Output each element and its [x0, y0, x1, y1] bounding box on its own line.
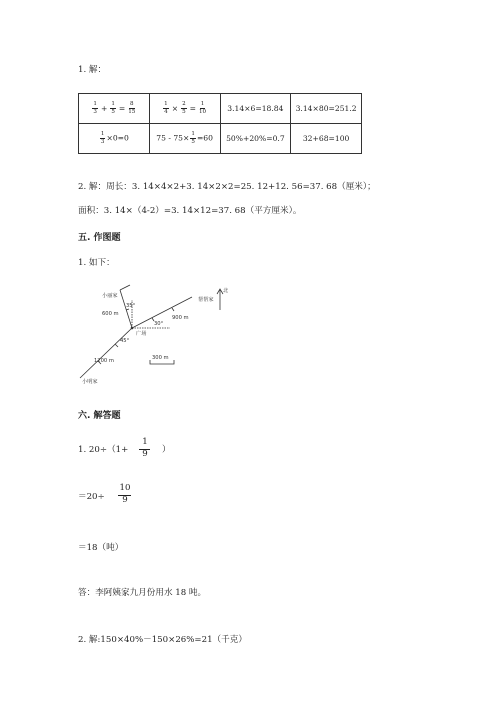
route-line-xiaoming: [80, 328, 132, 378]
table-row: [79, 94, 362, 124]
operator: +: [100, 103, 108, 113]
denominator: 4: [164, 108, 168, 115]
label-distance-900: 900 m: [172, 315, 189, 321]
label-angle-35: 35°: [126, 303, 136, 309]
fraction-bar: [118, 495, 131, 496]
answer-table: [78, 93, 362, 154]
denominator: 3: [100, 138, 105, 145]
question-2-line-2: 面积：3. 14×（4-2）=3. 14×12=37. 68（平方厘米）。: [78, 206, 302, 216]
numerator: 8: [129, 102, 135, 109]
label-angle-45: 45°: [120, 338, 130, 344]
tick-mark: [172, 308, 174, 311]
label-north: 北: [223, 288, 229, 294]
numerator: 10: [119, 483, 131, 493]
label-bangbang-home: 帮帮家: [198, 297, 214, 303]
label-plaza: 广场: [136, 331, 147, 337]
fraction: [100, 132, 106, 145]
equals: =: [118, 103, 126, 113]
table-cell: 3.14×6=18.84: [220, 94, 291, 124]
denominator: 9: [142, 449, 148, 459]
fraction: [110, 102, 116, 115]
denominator: 5: [182, 108, 186, 115]
plaza-point: [131, 327, 134, 330]
label-angle-30: 30°: [154, 321, 164, 327]
numerator: 1: [142, 437, 148, 447]
table-cell: [149, 94, 220, 124]
table-cell: 50%+20%=0.7: [220, 124, 291, 154]
fraction-bar: [139, 449, 150, 450]
fraction: [128, 102, 135, 115]
table-cell: 32+68=100: [291, 124, 362, 154]
label-distance-1200: 1200 m: [94, 358, 114, 364]
denominator: 5: [191, 138, 195, 145]
expression-start: 75 - 75×: [156, 133, 190, 143]
question-1-heading: 1. 解：: [78, 65, 107, 75]
fraction-ten-ninths: [117, 483, 133, 507]
fraction: [190, 132, 196, 145]
table-cell: [149, 124, 220, 154]
fraction: [163, 102, 169, 115]
numerator: 1: [190, 132, 196, 139]
label-distance-600: 600 m: [102, 311, 119, 317]
label-xiaoli-home: 小丽家: [102, 293, 118, 299]
denominator: 9: [122, 495, 128, 505]
solution-answer: 答：李阿姨家九月份用水 18 吨。: [78, 588, 207, 598]
numerator: 1: [163, 102, 169, 109]
denominator: 3: [93, 108, 97, 115]
numerator: 2: [181, 102, 187, 109]
table-row: [79, 124, 362, 154]
section-5-question-1: 1. 如下：: [78, 258, 115, 268]
solution-line-2-start: ＝20÷: [78, 492, 105, 502]
section-6-heading: 六. 解答题: [78, 411, 121, 421]
fraction: [199, 102, 206, 115]
table-cell: [79, 94, 150, 124]
denominator: 5: [111, 108, 115, 115]
numerator: 1: [110, 102, 116, 109]
direction-diagram: [70, 280, 240, 388]
solution-line-3: ＝18（吨）: [78, 543, 124, 553]
denominator: 10: [199, 108, 207, 115]
label-xiaoming-home: 小明家: [82, 379, 98, 385]
expression-rest: =60: [196, 133, 213, 143]
tick-mark: [115, 344, 118, 347]
equals: =: [189, 103, 196, 113]
route-line-xiaoli: [120, 290, 132, 328]
fraction: [181, 102, 187, 115]
numerator: 1: [200, 102, 206, 109]
table-cell: 3.14×80=251.2: [291, 94, 362, 124]
section-5-heading: 五. 作图题: [78, 233, 121, 243]
question-2-line-1: 2. 解：周长：3. 14×4×2+3. 14×2×2=25. 12+12. 56=37. 68（厘米）；: [78, 182, 376, 192]
denominator: 15: [128, 108, 136, 115]
route-arrow-xiaoli: [120, 285, 130, 290]
solution-line-1-start: 1. 20÷（1+: [78, 445, 129, 455]
fraction-one-ninth: [137, 437, 153, 461]
label-scale: 300 m: [152, 355, 169, 361]
expression-rest: ×0=0: [106, 133, 129, 143]
question-2-solution: 2. 解:150×40%－150×26%=21（千克）: [78, 635, 247, 645]
fraction: [92, 102, 98, 115]
solution-line-1-end: ）: [162, 445, 171, 455]
table-cell: [79, 124, 150, 154]
numerator: 1: [92, 102, 98, 109]
operator: ×: [171, 103, 179, 113]
numerator: 1: [100, 132, 106, 139]
